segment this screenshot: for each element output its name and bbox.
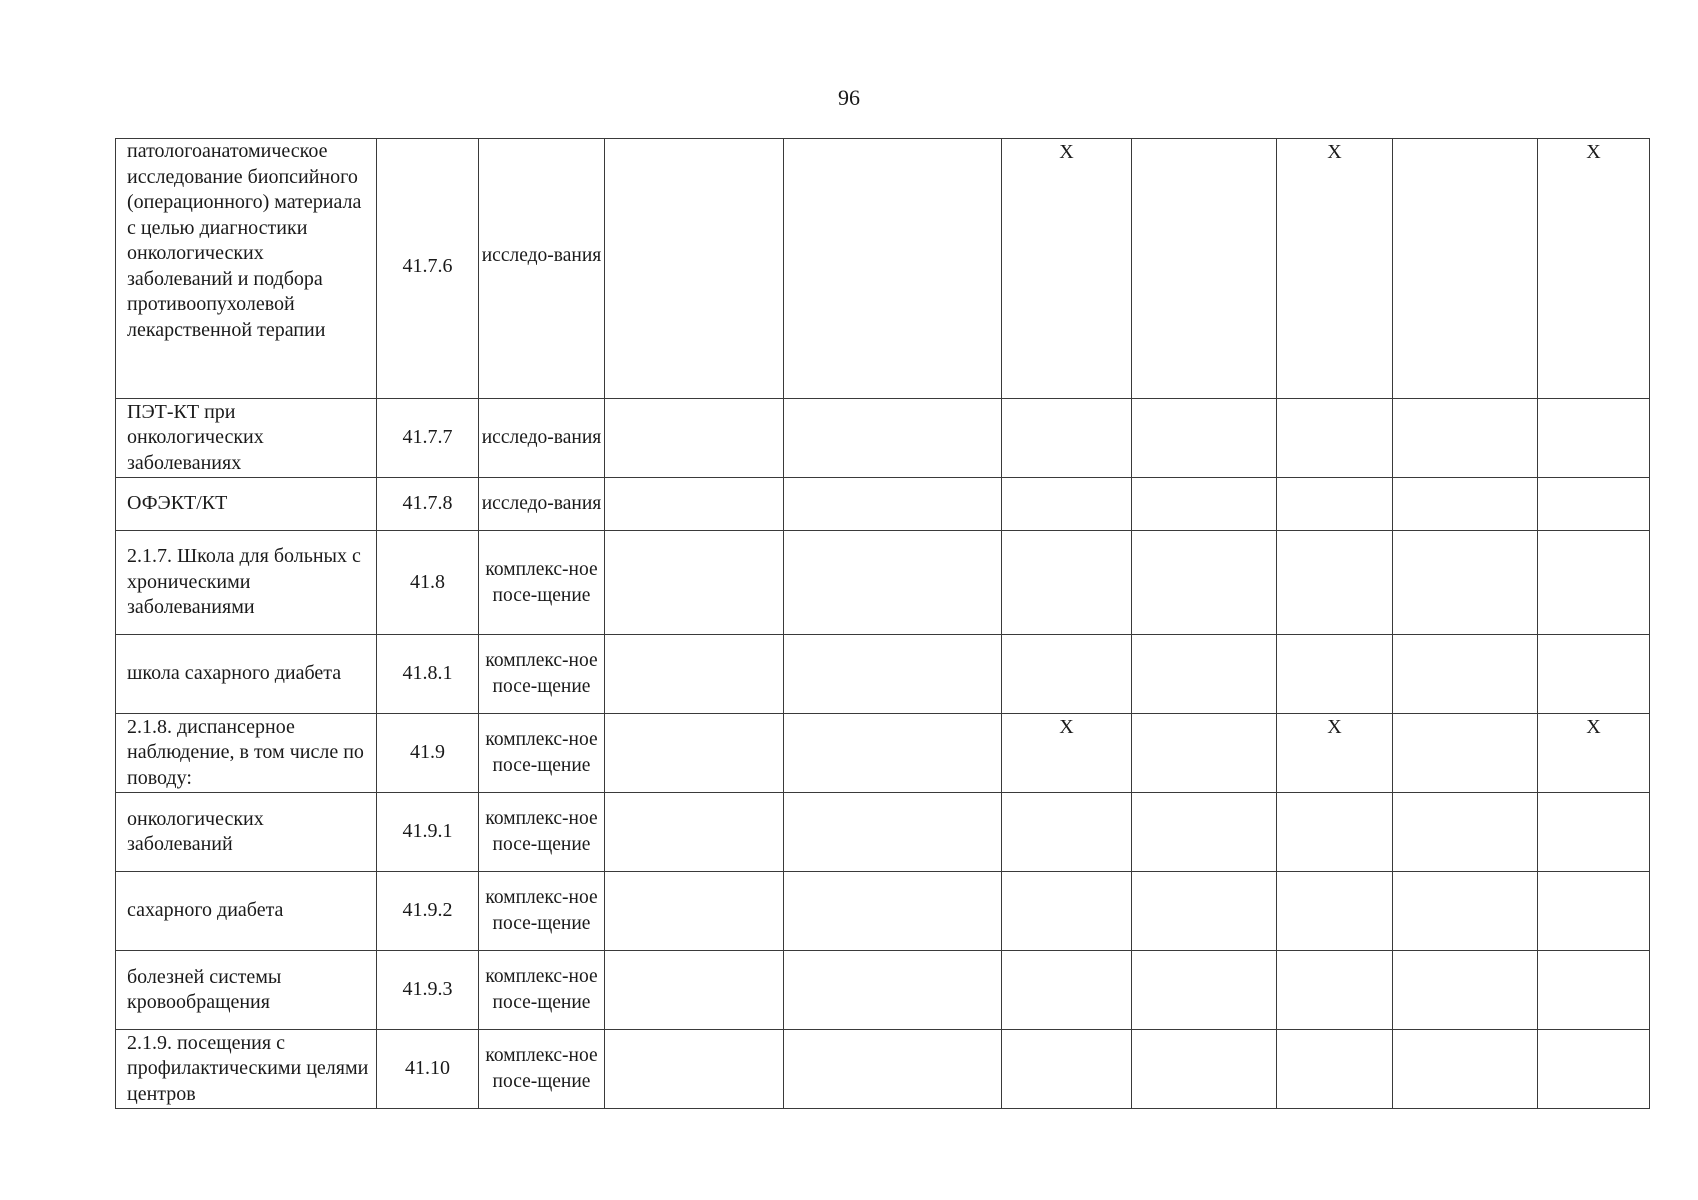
value-cell [784,635,1002,714]
row-code: 41.8.1 [377,635,479,714]
row-code: 41.8 [377,531,479,635]
row-unit: комплекс-ное посе-щение [479,872,605,951]
table-row [116,399,1650,478]
value-cell [784,872,1002,951]
row-unit: комплекс-ное посе-щение [479,531,605,635]
value-cell [1132,1030,1277,1109]
value-cell [1538,951,1650,1030]
value-cell [605,399,784,478]
value-cell [784,399,1002,478]
table-row [116,1030,1650,1109]
row-unit: комплекс-ное посе-щение [479,1030,605,1109]
value-cell [1538,531,1650,635]
value-cell [1132,793,1277,872]
value-cell [1538,793,1650,872]
value-cell [1277,399,1393,478]
value-cell [1393,951,1538,1030]
row-name: онкологических заболеваний [116,793,377,872]
value-cell [1002,531,1132,635]
value-cell [1277,635,1393,714]
value-cell [1132,714,1277,793]
row-code: 41.9.3 [377,951,479,1030]
row-name: 2.1.9. посещения с профилактическими целями центров [116,1030,377,1109]
row-code: 41.10 [377,1030,479,1109]
table-row [116,139,1650,399]
row-name: ОФЭКТ/КТ [116,478,377,531]
value-cell [1002,478,1132,531]
page-number: 96 [838,85,860,110]
row-unit: комплекс-ное посе-щение [479,635,605,714]
row-code: 41.7.8 [377,478,479,531]
value-cell [605,635,784,714]
value-cell [605,793,784,872]
value-cell [1393,635,1538,714]
value-cell [1132,139,1277,399]
value-cell [1132,531,1277,635]
value-cell [784,714,1002,793]
value-cell [784,531,1002,635]
row-name: патологоанатомическое исследование биопсийного (операционного) материала с целью диагностики онкологических заболеваний и подбора противоопухолевой лекарственной терапии [116,139,377,399]
value-cell [1002,793,1132,872]
row-code: 41.9.2 [377,872,479,951]
value-cell [1132,399,1277,478]
value-cell [1538,872,1650,951]
value-cell [1132,872,1277,951]
row-unit: исследо-вания [479,399,605,478]
value-cell [1393,531,1538,635]
value-cell: X [1538,714,1650,793]
value-cell: X [1002,139,1132,399]
table-row [116,531,1650,635]
row-code: 41.7.6 [377,139,479,399]
value-cell [1393,478,1538,531]
value-cell: X [1277,714,1393,793]
table-row [116,951,1650,1030]
value-cell [1277,1030,1393,1109]
value-cell [1277,793,1393,872]
table-row [116,793,1650,872]
value-cell [1277,872,1393,951]
value-cell [605,531,784,635]
value-cell [1393,793,1538,872]
value-cell [784,1030,1002,1109]
row-unit: комплекс-ное посе-щение [479,714,605,793]
value-cell [605,478,784,531]
value-cell [605,1030,784,1109]
row-unit: комплекс-ное посе-щение [479,951,605,1030]
row-unit: исследо-вания [479,139,605,399]
value-cell [1277,531,1393,635]
value-cell [1002,872,1132,951]
value-cell [1538,1030,1650,1109]
value-cell [1538,399,1650,478]
value-cell [1393,714,1538,793]
row-unit: комплекс-ное посе-щение [479,793,605,872]
row-unit: исследо-вания [479,478,605,531]
value-cell [605,951,784,1030]
value-cell [1277,478,1393,531]
value-cell [1132,478,1277,531]
table-row [116,635,1650,714]
value-cell [1538,635,1650,714]
value-cell [1393,872,1538,951]
table-row [116,478,1650,531]
row-name: 2.1.7. Школа для больных с хроническими заболеваниями [116,531,377,635]
value-cell [1132,951,1277,1030]
row-name: школа сахарного диабета [116,635,377,714]
value-cell [1538,478,1650,531]
table-row [116,714,1650,793]
value-cell [1393,399,1538,478]
value-cell [605,714,784,793]
value-cell [605,872,784,951]
row-code: 41.9 [377,714,479,793]
value-cell [784,478,1002,531]
table-row [116,872,1650,951]
value-cell [1277,951,1393,1030]
row-name: 2.1.8. диспансерное наблюдение, в том числе по поводу: [116,714,377,793]
value-cell [784,139,1002,399]
value-cell [1393,139,1538,399]
row-name: болезней системы кровообращения [116,951,377,1030]
data-table [115,138,1650,1109]
value-cell [1132,635,1277,714]
value-cell [784,793,1002,872]
value-cell [784,951,1002,1030]
value-cell [605,139,784,399]
row-code: 41.9.1 [377,793,479,872]
value-cell: X [1002,714,1132,793]
row-name: ПЭТ-КТ при онкологических заболеваниях [116,399,377,478]
row-name: сахарного диабета [116,872,377,951]
value-cell [1393,1030,1538,1109]
value-cell: X [1538,139,1650,399]
value-cell [1002,951,1132,1030]
value-cell: X [1277,139,1393,399]
value-cell [1002,1030,1132,1109]
value-cell [1002,635,1132,714]
value-cell [1002,399,1132,478]
row-code: 41.7.7 [377,399,479,478]
